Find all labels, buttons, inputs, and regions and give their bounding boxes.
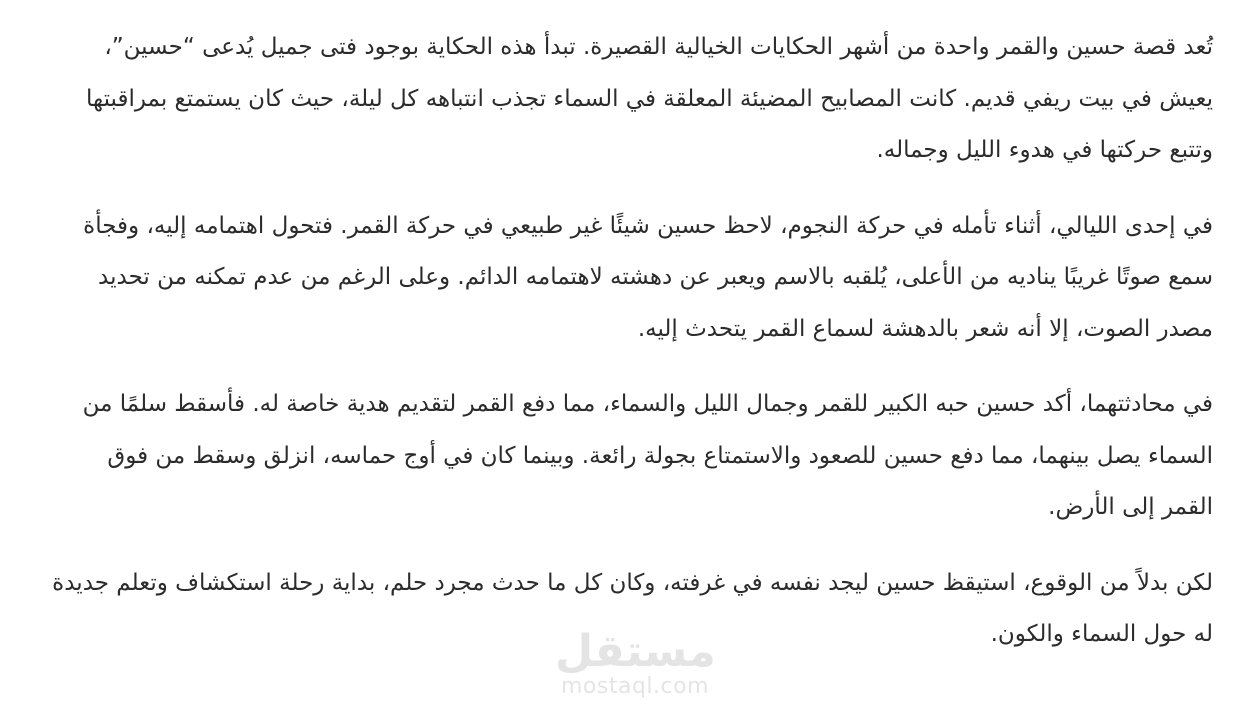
watermark-latin-text: mostaql.com: [560, 674, 710, 699]
paragraph-ladder-gift: في محادثتهما، أكد حسين حبه الكبير للقمر وجمال الليل والسماء، مما دفع القمر لتقديم هدية خاصة له. فأسقط سلمًا من السماء يصل بينهما، مما دفع حسين للصعود والاستمتاع بجولة رائعة. وبينما كان في أوج حماسه، انزلق وسقط من فوق القمر إلى الأرض.: [82, 391, 1213, 520]
watermark-arabic-text: مستقل: [555, 626, 716, 677]
paragraph-intro: تُعد قصة حسين والقمر واحدة من أشهر الحكايات الخيالية القصيرة. تبدأ هذه الحكاية بوجود فتى جميل يُدعى “حسين”، يعيش في بيت ريفي قديم. كانت المصابيح المضيئة المعلقة في السماء تجذب انتباهه كل ليلة، حيث كان يستمتع بمراقبتها وتتبع حركتها في هدوء الليل وجماله.: [85, 34, 1213, 163]
article-body: [50, 22, 1213, 685]
paragraph-moon-voice: في إحدى الليالي، أثناء تأمله في حركة النجوم، لاحظ حسين شيئًا غير طبيعي في حركة القمر. فتحول اهتمامه إليه، وفجأة سمع صوتًا غريبًا يناديه من الأعلى، يُلقبه بالاسم ويعبر عن دهشته لاهتمامه الدائم. وعلى الرغم من عدم تمكنه من تحديد مصدر الصوت، إلا أنه شعر بالدهشة لسماع القمر يتحدث إليه.: [83, 212, 1213, 342]
paragraph-dream-ending: لكن بدلاً من الوقوع، استيقظ حسين ليجد نفسه في غرفته، وكان كل ما حدث مجرد حلم، بداية رحلة استكشاف وتعلم جديدة له حول السماء والكون.: [52, 569, 1213, 647]
